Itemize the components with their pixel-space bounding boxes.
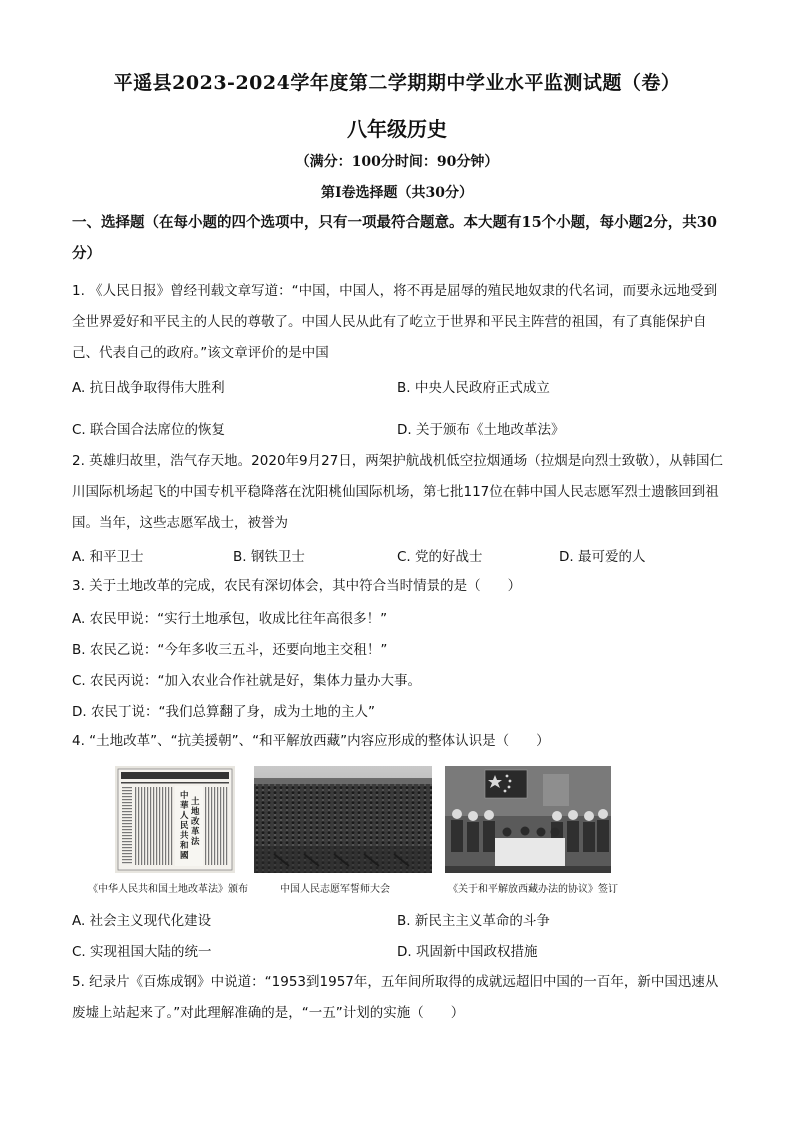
section-heading: 一、选择题（在每小题的四个选项中，只有一项最符合题意。本大题有15个小题，每小题2分，共30分） (72, 214, 717, 262)
question-4-stem: 4. “土地改革”、“抗美援朝”、“和平解放西藏”内容应形成的整体认识是（ ） (72, 733, 550, 749)
question-2-option-c: C. 党的好战士 (397, 549, 483, 565)
newspaper-headline-char: 華 (180, 801, 189, 811)
volunteer-army-rally-image (254, 766, 432, 873)
question-3-option-d: D. 农民丁说：“我们总算翻了身，成为土地的主人” (72, 704, 375, 720)
question-1-option-a: A. 抗日战争取得伟大胜利 (72, 380, 225, 396)
question-4-option-c: C. 实现祖国大陆的统一 (72, 944, 212, 960)
image-1-caption: 《中华人民共和国土地改革法》颁布 (88, 884, 248, 895)
newspaper-headline-char: 法 (191, 837, 200, 847)
question-1-option-b: B. 中央人民政府正式成立 (397, 380, 550, 396)
question-2-option-b: B. 钢铁卫士 (233, 549, 305, 565)
tibet-agreement-signing-image (445, 766, 611, 873)
newspaper-headline-char: 革 (191, 827, 200, 837)
newspaper-headline-char: 國 (180, 851, 189, 861)
newspaper-headline-char: 中 (180, 791, 189, 801)
question-3-option-b: B. 农民乙说：“今年多收三五斗，还要向地主交租！” (72, 642, 388, 658)
question-5-stem: 5. 纪录片《百炼成钢》中说道：“1953到1957年，五年间所取得的成就远超旧中国的一百年，新中国迅速从废墟上站起来了。”对此理解准确的是，“一五”计划的实施（ ） (72, 974, 719, 1021)
question-3-option-a: A. 农民甲说：“实行土地承包，收成比往年高很多！” (72, 611, 388, 627)
newspaper-headline-char: 地 (191, 807, 200, 817)
question-2-option-d: D. 最可爱的人 (559, 549, 646, 565)
image-2-caption: 中国人民志愿军誓师大会 (280, 884, 390, 895)
newspaper-headline-char: 土 (191, 797, 200, 807)
newspaper-headline-char: 民 (180, 821, 189, 831)
question-1-option-d: D. 关于颁布《土地改革法》 (397, 422, 565, 438)
question-4-option-b: B. 新民主主义革命的斗争 (397, 913, 550, 929)
part-title: 第I卷选择题（共30分） (320, 185, 474, 201)
question-3-option-c: C. 农民丙说：“加入农业合作社就是好，集体力量办大事。 (72, 673, 422, 689)
score-info: （满分：100分时间：90分钟） (295, 154, 499, 170)
image-3-caption: 《关于和平解放西藏办法的协议》签订 (448, 884, 618, 895)
question-1-stem: 1. 《人民日报》曾经刊载文章写道：“中国，中国人，将不再是屈辱的殖民地奴隶的代名词，而要永远地受到全世界爱好和平民主的人民的尊敬了。中国人民从此有了屹立于世界和平民主阵营的祖国，有了真能保护自己、代表自己的政府。”该文章评价的是中国 (72, 283, 718, 361)
newspaper-headline-char: 共 (180, 831, 189, 841)
question-4-option-a: A. 社会主义现代化建设 (72, 913, 212, 929)
question-4-option-d: D. 巩固新中国政权措施 (397, 944, 538, 960)
exam-subtitle: 八年级历史 (347, 117, 447, 141)
question-2-stem: 2. 英雄归故里，浩气存天地。2020年9月27日，两架护航战机低空拉烟通场（拉烟是向烈士致敬），从韩国仁川国际机场起飞的中国专机平稳降落在沈阳桃仙国际机场，第七批117位在韩中国人民志愿军烈士遗骸回到祖国。当年，这些志愿军战士，被誉为 (72, 453, 724, 531)
newspaper-headline-char: 和 (180, 841, 189, 851)
newspaper-headline-char: 人 (180, 811, 189, 821)
question-2-option-a: A. 和平卫士 (72, 549, 144, 565)
question-3-stem: 3. 关于土地改革的完成，农民有深切体会，其中符合当时情景的是（ ） (72, 578, 522, 594)
question-1-option-c: C. 联合国合法席位的恢复 (72, 422, 226, 438)
exam-title: 平遥县2023-2024学年度第二学期期中学业水平监测试题（卷） (113, 72, 681, 94)
newspaper-headline-char: 改 (191, 817, 200, 827)
land-reform-law-newspaper-image (115, 766, 235, 873)
